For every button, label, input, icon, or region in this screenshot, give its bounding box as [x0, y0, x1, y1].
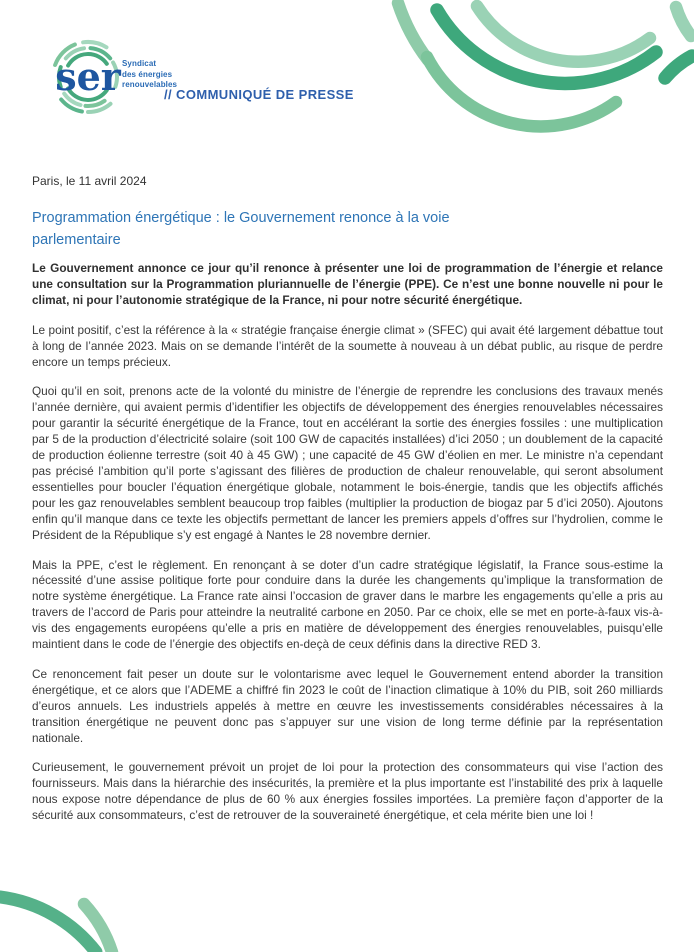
- press-release-kicker: // COMMUNIQUÉ DE PRESSE: [164, 87, 354, 102]
- body-paragraph: Curieusement, le gouvernement prévoit un projet de loi pour la protection des consommateurs qui vise l’action des fournisseurs. Mais dans la hiérarchie des insécurités, la première et la plus importante est l’instabilité des prix à laquelle nous expose notre dépendance de plus de 60 % aux énergies fossiles importées. La première façon d’apporter de la sécurité aux consommateurs, c’est de retrouver de la souveraineté énergétique, et cela mérite bien une loi !: [32, 760, 663, 823]
- body-paragraph: Le point positif, c’est la référence à la « stratégie française énergie climat » (SFEC) qui avait été largement débattue tout à long de l’année 2023. Mais on se demande l’intérêt de la soumette à nouveau à un débat public, au risque de perdre encore un temps précieux.: [32, 322, 663, 369]
- page-title: Programmation énergétique : le Gouvernement renonce à la voie parlementaire: [32, 210, 450, 248]
- logo-tagline-line: des énergies: [122, 69, 173, 79]
- ser-logo: [28, 33, 218, 123]
- body-paragraph: Mais la PPE, c’est le règlement. En renonçant à se doter d’un cadre stratégique législatif, la France sous-estime la nécessité d’une assise politique forte pour conduire dans la durée les changements qu’implique la transformation de notre système énergétique. La France rate ainsi l’occasion de graver dans le marbre les engagements qu’elle a pris au travers de l’accord de Paris pour atteindre la neutralité carbone en 2050. Par ce choix, elle se met en porte-à-faux vis-à-vis des engagements européens qu’elle a pris en matière de développement des énergies renouvelables, puisqu’elle maintient dans le code de l’énergie des objectifs en-deçà de ceux définis dans la directive RED 3.: [32, 557, 663, 652]
- logo-tagline-line: Syndicat: [122, 59, 157, 68]
- lead-paragraph: Le Gouvernement annonce ce jour qu’il renonce à présenter une loi de programmation de l’énergie et relance une consultation sur la Programmation pluriannuelle de l’énergie (PPE). Ce n’est une bonne nouvelle ni pour le climat, ni pour l’autonomie stratégique de la France, ni pour notre sécurité énergétique.: [32, 261, 663, 307]
- arc-decoration-bottom-left: [0, 897, 112, 952]
- dateline: Paris, le 11 avril 2024: [32, 174, 147, 188]
- logo-tagline: [122, 59, 177, 91]
- arc-decoration-top-right: [398, 3, 692, 126]
- document-body: [32, 172, 663, 838]
- body-paragraph: Quoi qu’il en soit, prenons acte de la volonté du ministre de l’énergie de reprendre les conclusions des travaux menés l’année dernière, qui avaient permis d’identifier les objectifs de développement des énergies renouvelables nécessaires pour garantir la sécurité énergétique de la France, tout en accélérant la sortie des énergies fossiles : une multiplication par 5 de la production d’électricité solaire (soit 100 GW de capacités installées) d’ici 2050 ; un doublement de la capacité de production éolienne terrestre (soit 40 à 45 GW) ; une capacité de 45 GW d’éolien en mer. Le ministre n’a cependant pas précisé l’ambition qu’il porte s’agissant des filières de production de chaleur renouvelable, qui seront absolument essentielles pour boucler l’équation énergétique globale, notamment le bois-énergie, tandis que les objectifs affichés pour les gaz renouvelables semblent beaucoup trop faibles (multiplier la production de biogaz par 5 d’ici 2050). Ajoutons enfin qu’il manque dans ce texte les objectifs permettant de lancer les premiers appels d’offres sur l’hydrolien, comme le Président de la République s’y est engagé à Nantes le 28 novembre dernier.: [32, 384, 663, 542]
- logo-tagline-line: renouvelables: [122, 80, 178, 89]
- body-paragraph: Ce renoncement fait peser un doute sur le volontarisme avec lequel le Gouvernement entend aborder la transition énergétique, et ce alors que l’ADEME a chiffré fin 2023 le coût de l’inaction climatique à 10% du PIB, soit 260 milliards d’euros annuels. Les industriels appelés à mettre en œuvre les investissements considérables nécessaires à la transition énergétique ne peuvent donc pas s’appuyer sur une vision de long terme définie par la représentation nationale.: [32, 666, 663, 745]
- logo-acronym: ser: [55, 54, 121, 99]
